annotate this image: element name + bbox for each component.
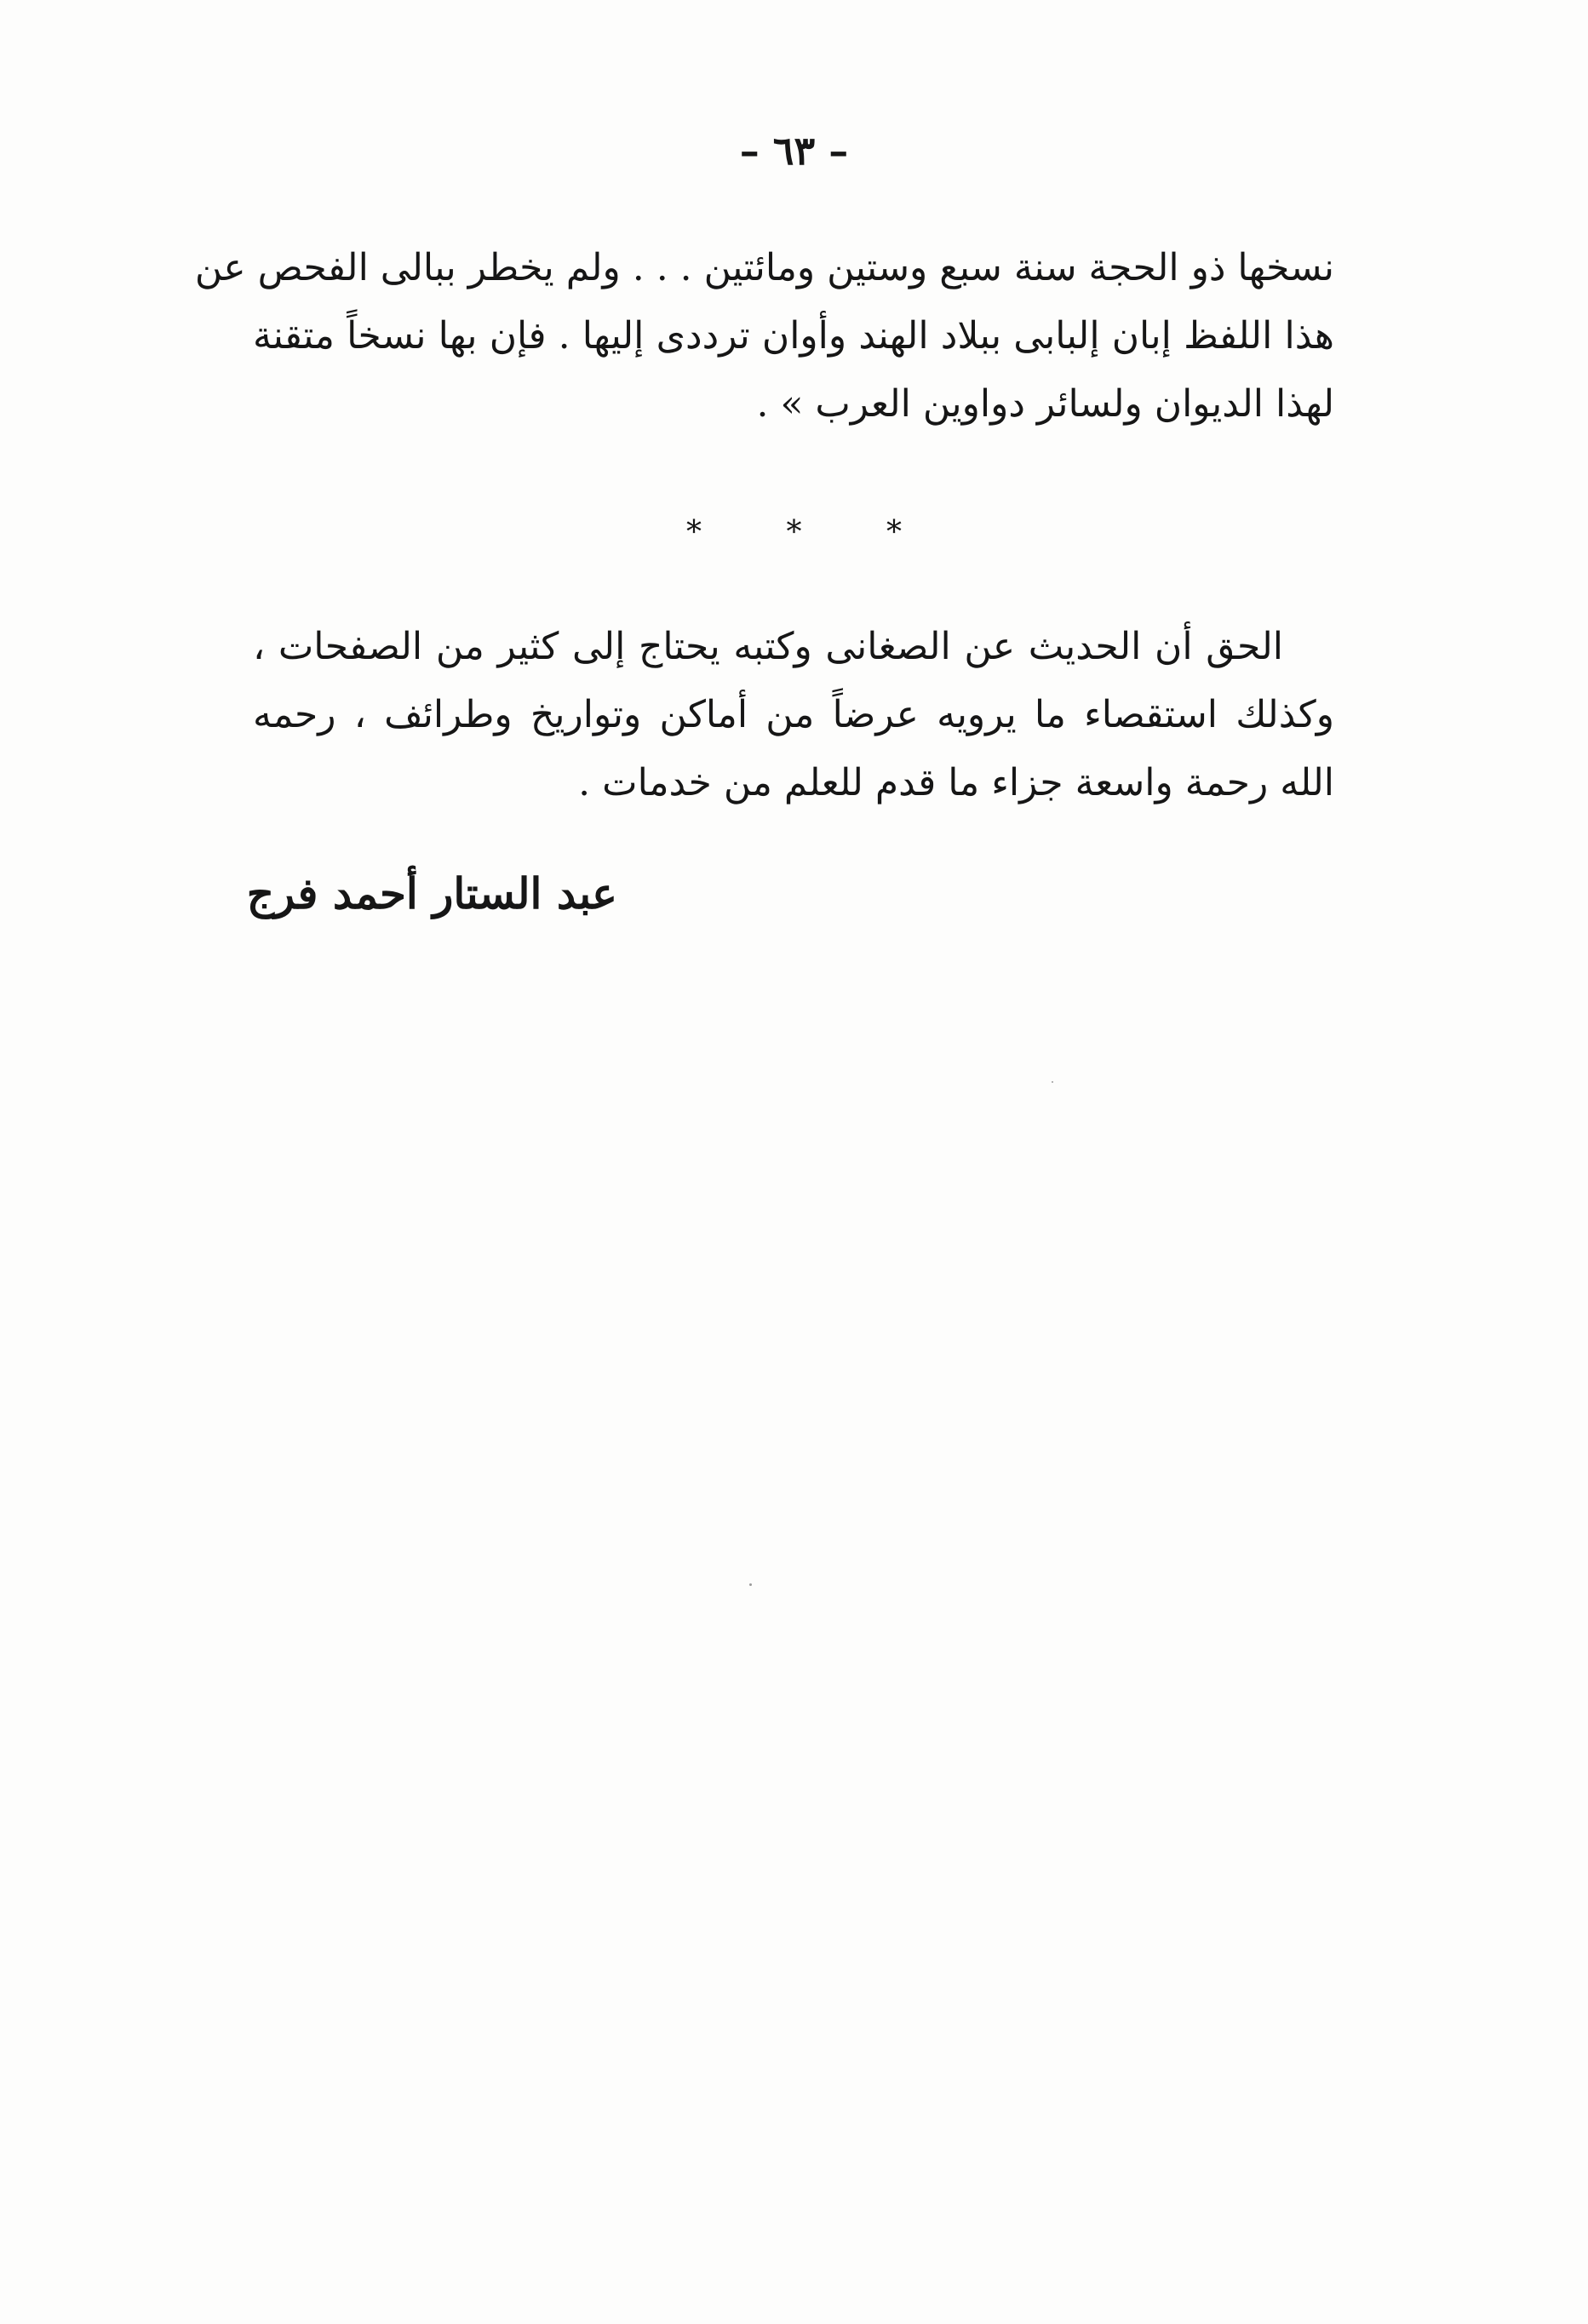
section-separator xyxy=(0,515,1588,550)
asterisk-mark: * xyxy=(786,515,802,550)
text-line: وكذلك استقصاء ما يرويه عرضاً من أماكن وتواريخ وطرائف ، رحمه xyxy=(253,693,1334,736)
author-signature: عبد الستار أحمد فرج xyxy=(246,868,617,919)
text-line: هذا اللفظ إبان إلبابى ببلاد الهند وأوان ترددى إليها . فإن بها نسخاً متقنة xyxy=(253,314,1334,358)
text-line: الحق أن الحديث عن الصغانى وكتبه يحتاج إلى كثير من الصفحات ، xyxy=(253,625,1283,668)
scan-speck xyxy=(1052,1081,1053,1083)
page-number: – ٦٣ – xyxy=(739,128,849,174)
paragraph-quote-end xyxy=(194,234,1334,438)
text-line: نسخها ذو الحجة سنة سبع وستين ومائتين . . . ولم يخطر ببالى الفحص عن xyxy=(194,246,1334,289)
text-line: الله رحمة واسعة جزاء ما قدم للعلم من خدمات . xyxy=(578,761,1334,804)
asterisk-mark: * xyxy=(686,515,702,550)
paragraph-conclusion xyxy=(253,613,1334,817)
text-line: لهذا الديوان ولسائر دواوين العرب » . xyxy=(756,382,1334,426)
asterisk-mark: * xyxy=(886,515,902,550)
scan-speck xyxy=(749,1583,752,1586)
